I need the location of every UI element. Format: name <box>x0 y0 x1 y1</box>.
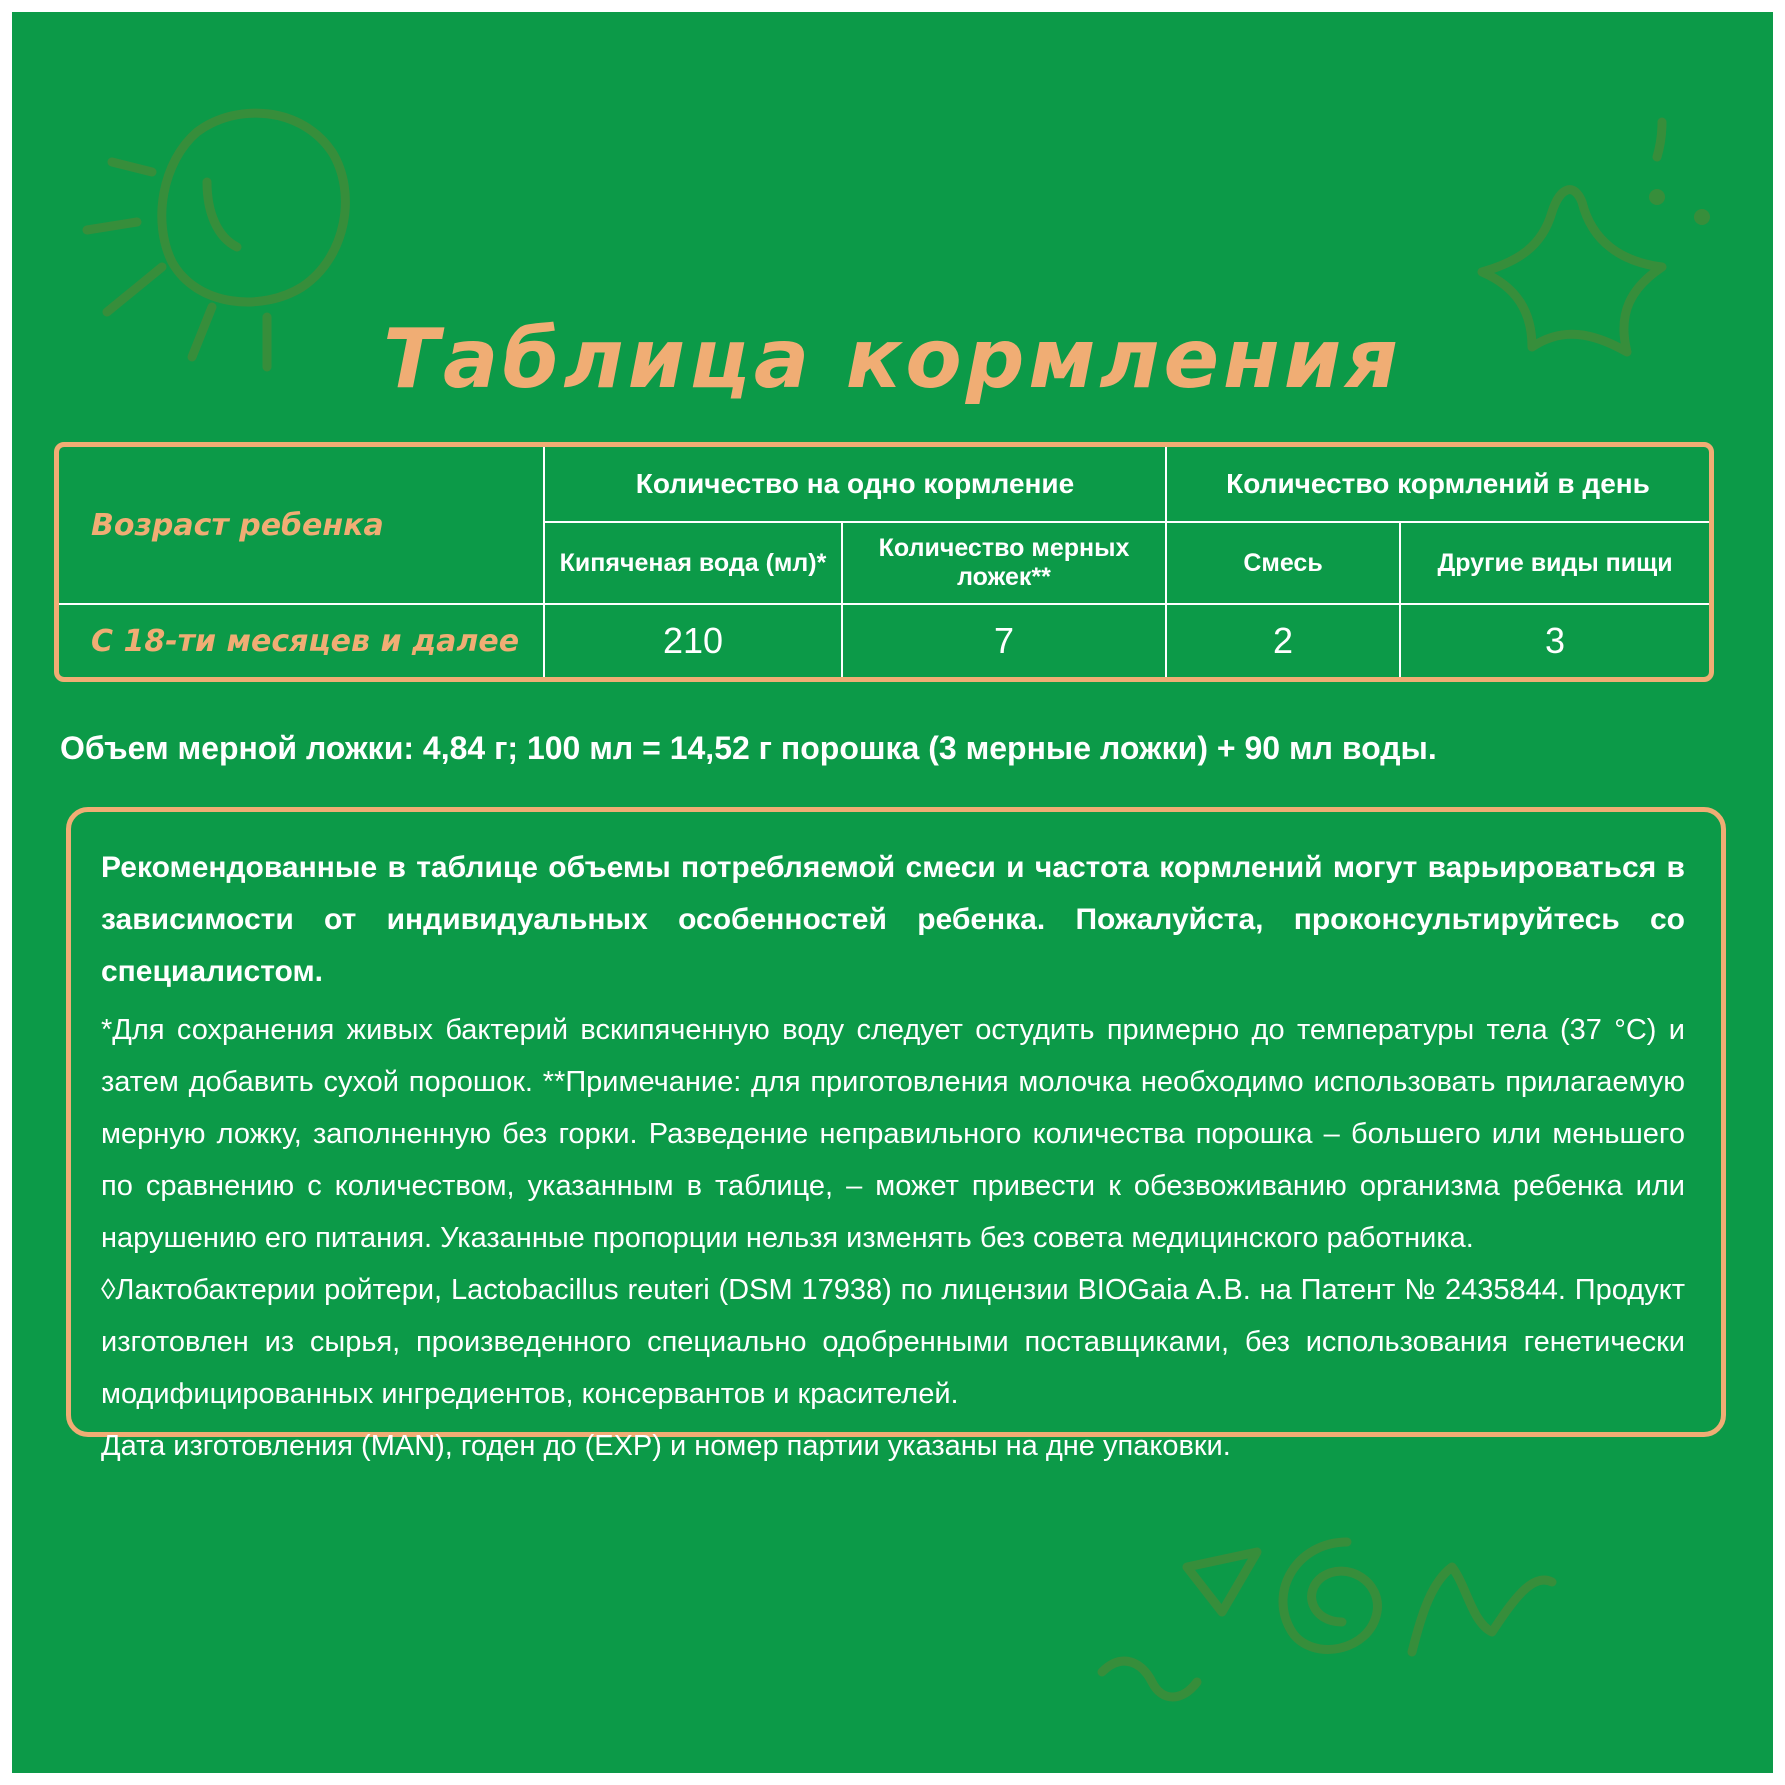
scoops-column-header: Количество мерных ложек** <box>842 522 1166 604</box>
other-food-column-header: Другие виды пищи <box>1400 522 1709 604</box>
package-panel <box>12 12 1773 1773</box>
sparkle-icon <box>1657 122 1662 157</box>
sun-ray <box>87 222 137 230</box>
recommendation-text: Рекомендованные в таблице объемы потребляемой смеси и частота кормлений могут варьироваться в зависимости от индивидуальных особенностей ребенка. Пожалуйста, проконсультируйтесь со специалистом. <box>101 851 1685 988</box>
row-scoops-cell: 7 <box>842 604 1166 677</box>
sun-ray <box>107 267 162 312</box>
row-formula-cell: 2 <box>1166 604 1400 677</box>
dot-icon <box>1649 189 1665 205</box>
triangle-icon <box>1187 1552 1257 1612</box>
squiggle-icon <box>1102 1661 1197 1697</box>
per-day-header: Количество кормлений в день <box>1166 447 1709 522</box>
spiral-icon <box>1283 1542 1377 1649</box>
feeding-table-frame <box>54 442 1714 682</box>
squiggle-icon <box>1412 1567 1552 1652</box>
dates-text: Дата изготовления (MAN), годен до (EXP) и номер партии указаны на дне упаковки. <box>101 1430 1231 1462</box>
per-feeding-header: Количество на одно кормление <box>544 447 1166 522</box>
row-age-cell: С 18-ти месяцев и далее <box>59 604 544 677</box>
row-water-cell: 210 <box>544 604 842 677</box>
formula-column-header: Смесь <box>1166 522 1400 604</box>
table-row <box>59 604 1709 677</box>
feeding-table <box>59 447 1709 677</box>
age-header: Возраст ребенка <box>59 447 544 604</box>
scoop-volume-info: Объем мерной ложки: 4,84 г; 100 мл = 14,52 г порошка (3 мерные ложки) + 90 мл воды. <box>60 730 1437 766</box>
notes-box <box>66 807 1726 1462</box>
sun-icon <box>162 113 346 302</box>
footnote-text: *Для сохранения живых бактерий вскипяченную воду следует остудить примерно до температуры тела (37 °С) и затем добавить сухой порошок. **Примечание: для приготовления молочка необходимо использовать прилагаемую мерную ложку, заполненную без горки. Разведение неправильного количества порошка – большего или меньшего по сравнению с количеством, указанным в таблице, – может привести к обезвоживанию организма ребенка или нарушению его питания. Указанные пропорции нельзя изменять без совета медицинского работника. <box>101 1014 1685 1254</box>
water-column-header: Кипяченая вода (мл)* <box>544 522 842 604</box>
dot-icon <box>1694 209 1710 225</box>
row-other-food-cell: 3 <box>1400 604 1709 677</box>
sun-ray <box>207 182 237 247</box>
page-title: Таблица кормления <box>383 312 1402 407</box>
license-text: ◊Лактобактерии ройтери, Lactobacillus reuteri (DSM 17938) по лицензии BIOGaia A.B. на Патент № 2435844. Продукт изготовлен из сырья, произведенного специально одобренными поставщиками, без использования генетически модифицированных ингредиентов, консервантов и красителей. <box>101 1274 1685 1410</box>
sun-ray <box>112 162 152 172</box>
